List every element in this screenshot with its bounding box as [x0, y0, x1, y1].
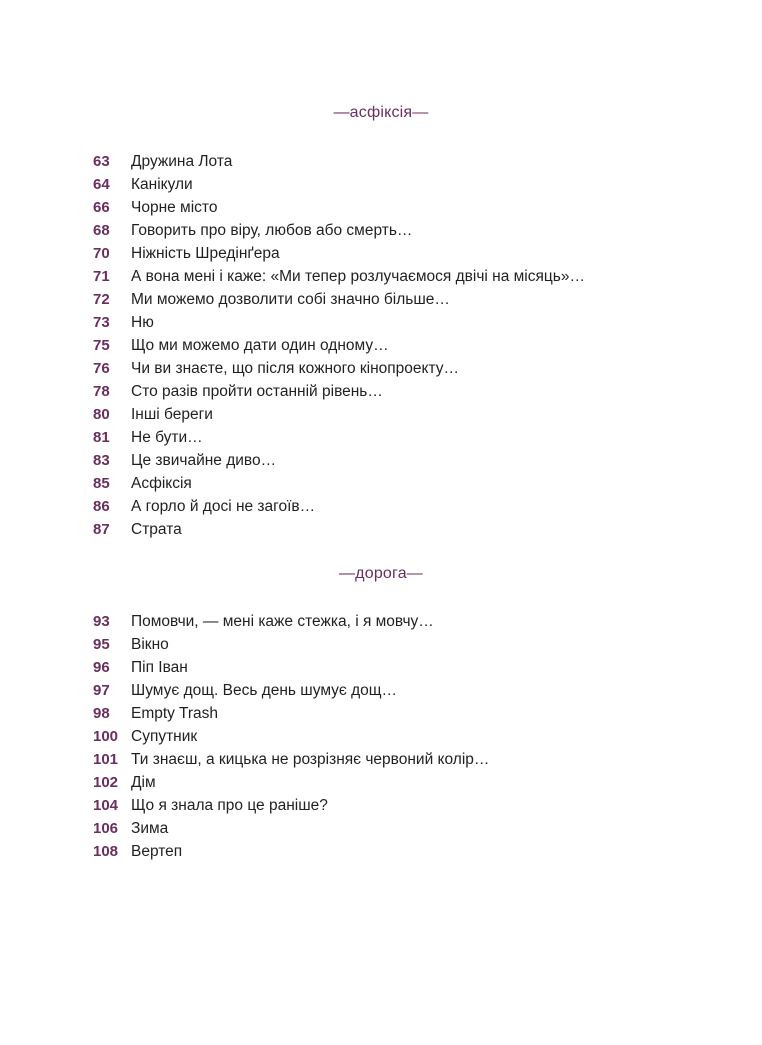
page-number: 108: [93, 843, 119, 860]
toc-entry[interactable]: [93, 380, 713, 403]
page-number: 68: [93, 222, 110, 239]
page-number: 95: [93, 636, 110, 653]
page-number: 86: [93, 498, 110, 515]
toc-entry[interactable]: [93, 817, 713, 840]
page-number: 100: [93, 728, 119, 745]
entry-title: Дім: [131, 774, 156, 791]
entry-title: Що ми можемо дати один одному…: [131, 337, 389, 354]
entry-title: Шумує дощ. Весь день шумує дощ…: [131, 682, 398, 699]
toc-entry[interactable]: [93, 472, 713, 495]
toc-entry[interactable]: [93, 725, 713, 748]
page-number: 101: [93, 751, 119, 768]
toc-entry[interactable]: [93, 311, 713, 334]
toc-entry[interactable]: [93, 173, 713, 196]
toc-entry[interactable]: [93, 242, 713, 265]
toc-entry[interactable]: [93, 357, 713, 380]
toc-entry[interactable]: [93, 679, 713, 702]
toc-entry[interactable]: [93, 449, 713, 472]
entry-title: Страта: [131, 521, 182, 538]
entry-title: Дружина Лота: [131, 153, 233, 170]
toc-entry[interactable]: [93, 771, 713, 794]
toc-entry[interactable]: [93, 495, 713, 518]
page-number: 76: [93, 360, 110, 377]
toc-entry[interactable]: [93, 265, 713, 288]
entry-title: А горло й досі не загоїв…: [131, 498, 316, 515]
entry-title: Ніжність Шредінґера: [131, 245, 280, 262]
page-number: 96: [93, 659, 110, 676]
entry-title: Ню: [131, 314, 154, 331]
toc-entry[interactable]: [93, 840, 713, 863]
entry-title: Не бути…: [131, 429, 203, 446]
entry-title: Говорить про віру, любов або смерть…: [131, 222, 413, 239]
page-number: 64: [93, 176, 110, 193]
toc-entry[interactable]: [93, 656, 713, 679]
page-number: 83: [93, 452, 110, 469]
section-title-road: —дорога—: [338, 565, 423, 582]
page-number: 81: [93, 429, 110, 446]
entry-title: Чи ви знаєте, що після кожного кінопроекту…: [131, 360, 460, 377]
toc-entry[interactable]: [93, 748, 713, 771]
entry-title: Інші береги: [131, 406, 213, 423]
entry-title: Empty Trash: [131, 705, 218, 722]
entry-title: Помовчи, — мені каже стежка, і я мовчу…: [131, 613, 434, 630]
entry-title: Зима: [131, 820, 169, 837]
entry-title: Супутник: [131, 728, 198, 745]
page-number: 75: [93, 337, 110, 354]
toc-entry[interactable]: [93, 219, 713, 242]
page-number: 97: [93, 682, 110, 699]
entry-title: Це звичайне диво…: [131, 452, 277, 469]
entry-title: Чорне місто: [131, 199, 218, 216]
toc-entry[interactable]: [93, 196, 713, 219]
page-number: 63: [93, 153, 110, 170]
toc-entry[interactable]: [93, 702, 713, 725]
page-number: 66: [93, 199, 110, 216]
entry-title: Вікно: [131, 636, 169, 653]
toc-entry[interactable]: [93, 518, 713, 541]
page-number: 87: [93, 521, 110, 538]
entry-title: Сто разів пройти останній рівень…: [131, 383, 383, 400]
toc-entry[interactable]: [93, 334, 713, 357]
entry-title: Канікули: [131, 176, 193, 193]
toc-list-asphyxia: [93, 150, 713, 541]
entry-title: Піп Іван: [131, 659, 188, 676]
page-number: 72: [93, 291, 110, 308]
toc-entry[interactable]: [93, 633, 713, 656]
toc-list-road: [93, 610, 713, 863]
toc-entry[interactable]: [93, 794, 713, 817]
page-number: 85: [93, 475, 110, 492]
entry-title: Що я знала про це раніше?: [131, 797, 328, 814]
section-title-asphyxia: —асфіксія—: [333, 104, 429, 121]
entry-title: Ми можемо дозволити собі значно більше…: [131, 291, 450, 308]
page-number: 80: [93, 406, 110, 423]
toc-entry[interactable]: [93, 403, 713, 426]
toc-entry[interactable]: [93, 150, 713, 173]
page-number: 102: [93, 774, 119, 791]
page-number: 104: [93, 797, 119, 814]
page-number: 93: [93, 613, 110, 630]
page-number: 98: [93, 705, 110, 722]
page-number: 73: [93, 314, 110, 331]
entry-title: Асфіксія: [131, 475, 192, 492]
entry-title: Вертеп: [131, 843, 183, 860]
entry-title: Ти знаєш, а кицька не розрізняє червоний колір…: [131, 751, 490, 768]
entry-title: А вона мені і каже: «Ми тепер розлучаємося двічі на місяць»…: [131, 268, 585, 285]
page-number: 78: [93, 383, 110, 400]
page-number: 70: [93, 245, 110, 262]
page-number: 106: [93, 820, 119, 837]
toc-entry[interactable]: [93, 288, 713, 311]
toc-entry[interactable]: [93, 426, 713, 449]
page-number: 71: [93, 268, 110, 285]
toc-entry[interactable]: [93, 610, 713, 633]
